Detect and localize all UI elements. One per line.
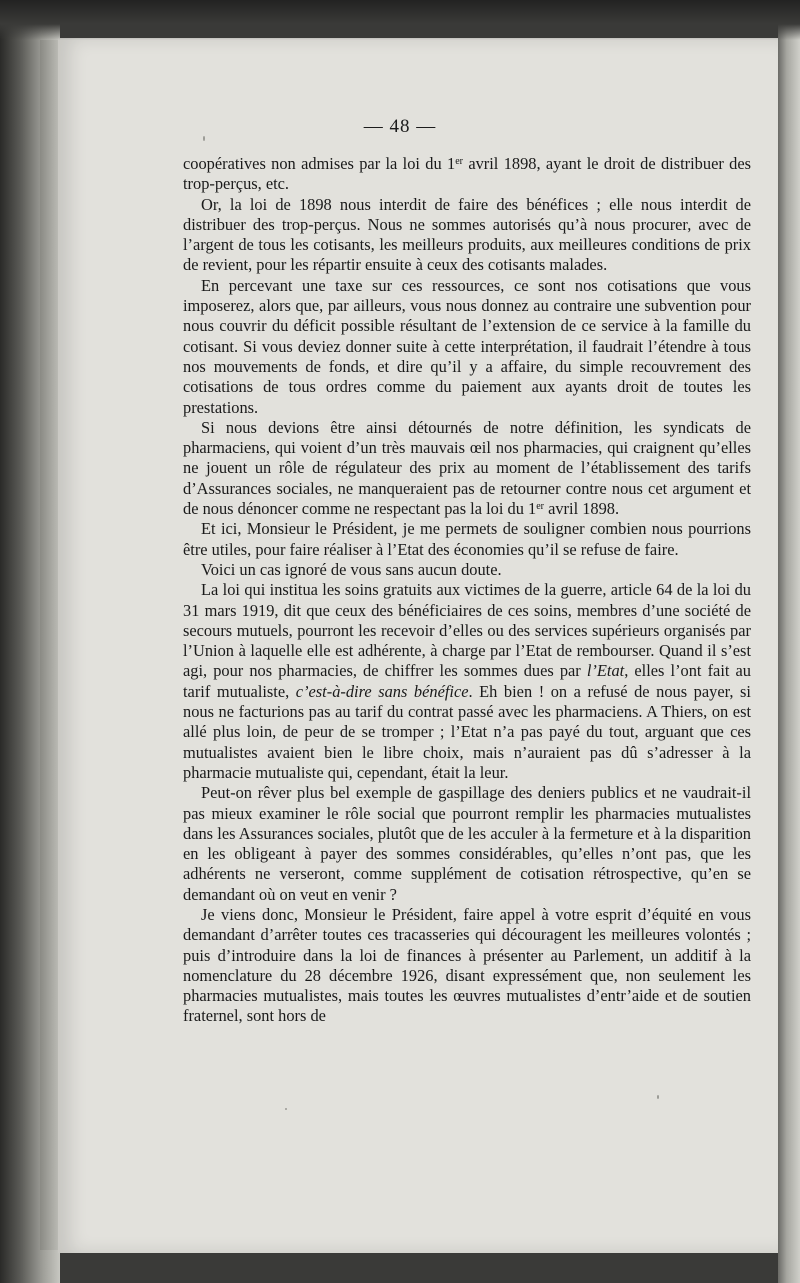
paragraph — [183, 418, 751, 519]
paragraph — [183, 195, 751, 276]
body-text — [183, 154, 751, 1027]
text-run: coopératives non admises par la loi du 1 — [183, 154, 456, 173]
scan-right-edge — [778, 0, 800, 1283]
paragraph — [183, 783, 751, 905]
text-run: Je viens donc, Monsieur le Président, faire appel à votre esprit d’équité en vous demandant d’arrêter toutes ces tracasseries qui découragent les meilleures volontés ; puis d’introduire dans la loi de finances à présenter au Parlement, un additif à la nomenclature du 28 décembre 1926, disant expressément que, non seulement les pharmacies mutualistes, mais toutes les œuvres mutualistes d’entr’aide et de soutien fraternel, sont hors de — [183, 904, 751, 1026]
text-run: Or, la loi de 1898 nous interdit de faire des bénéfices ; elle nous interdit de distribuer des trop-perçus. Nous ne sommes autorisés qu’à nous procurer, avec de l’argent de tous les cotisants, les meilleurs produits, aux meilleures conditions de prix de revient, pour les répartir ensuite à ceux des cotisants malades. — [183, 194, 751, 275]
paragraph — [183, 560, 751, 580]
text-run: Voici un cas ignoré de vous sans aucun doute. — [201, 559, 502, 579]
text-run: , elles l’ont fait au tarif mutualiste, — [183, 661, 751, 701]
paragraph — [183, 580, 751, 783]
paper-speck — [203, 136, 205, 141]
paper-speck — [657, 1095, 659, 1099]
text-run: Si nous devions être ainsi détournés de notre définition, les syndicats de pharmaciens, qui voient d’un très mauvais œil nos pharmacies, qui craignent qu’elles ne jouent un rôle de régulateur des prix au moment de l’établissement des tarifs d’Assurances sociales, ne manqueraient pas de retourner contre nous cet argument et de nous dénoncer comme ne respectant pas la loi du 1 — [183, 417, 751, 519]
superscript: er — [536, 501, 544, 513]
paragraph — [183, 154, 751, 195]
text-run: En percevant une taxe sur ces ressources, ce sont nos cotisations que vous imposerez, alors que, par ailleurs, vous nous donnez au contraire une subvention pour nous couvrir du déficit possible résultant de l’extension de ce service à la famille du cotisant. Si vous deviez donner suite à cette interprétation, il faudrait l’étendre à tous nos mouvements de fonds, et dire qu’il y a affaire, du simple recouvrement des cotisations de tous ordres comme du paiement aux ayants droit de toutes les prestations. — [183, 275, 751, 417]
text-run: Peut-on rêver plus bel exemple de gaspillage des deniers publics et ne vaudrait-il pas mieux examiner le rôle social que pourront remplir les pharmacies mutualistes dans les Assurances sociales, plutôt que de les acculer à la fermeture et à la disparition en les obligeant à payer des sommes considérables, qu’elles n’ont pas, que les adhérents ne verseront, comme supplément de cotisation rétrospective, qu’en se demandant où on veut en venir ? — [183, 783, 751, 904]
page-number: — 48 — — [363, 116, 437, 137]
italic-text: c’est-à-dire sans bénéfice — [295, 681, 469, 701]
text-run: avril 1898. — [543, 499, 620, 519]
superscript: er — [455, 156, 463, 167]
paper-speck — [285, 1108, 287, 1110]
italic-text: l’Etat — [586, 661, 625, 681]
text-run: Et ici, Monsieur le Président, je me permets de souligner combien nous pourrions être utiles, pour faire réaliser à l’Etat des économies qu’il se refuse de faire. — [183, 519, 751, 559]
paragraph — [183, 519, 751, 560]
paragraph — [183, 905, 751, 1027]
text-run: La loi qui institua les soins gratuits aux victimes de la guerre, article 64 de la loi du 31 mars 1919, dit que ceux des bénéficiaires de ces soins, membres d’une société de secours mutuels, pourront les recevoir d’elles ou des services supérieurs organisés par l’Union à laquelle elle est adhérente, à charge par l’Etat de rembourser. Quand il s’est agi, pour nos pharmacies, de chiffrer les sommes dues par — [183, 580, 751, 681]
paragraph — [183, 276, 751, 418]
scan-top-edge — [0, 0, 800, 40]
text-run: . Eh bien ! on a refusé de nous payer, si nous ne facturions pas au tarif du contrat passé avec les pharmaciens. A Thiers, on est allé plus loin, de peur de se tromper ; l’Etat n’a pas payé du tout, arguant que ces mutualistes avaient bien le libre choix, mais n’auraient pas dû s’adresser à la pharmacie mutualiste qui, cependant, était la leur. — [183, 681, 751, 782]
text-run: avril 1898, ayant le droit de distribuer des trop-perçus, etc. — [183, 154, 751, 194]
